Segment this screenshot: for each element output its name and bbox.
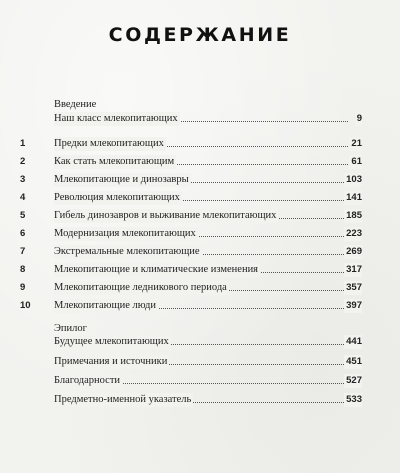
chapter-number: 3 bbox=[20, 174, 26, 185]
toc-entry-title: Будущее млекопитающих bbox=[54, 336, 169, 347]
toc-entry-page: 185 bbox=[346, 210, 362, 221]
chapter-number: 1 bbox=[20, 138, 26, 149]
epilogue-label: Эпилог bbox=[54, 323, 87, 334]
toc-entry-page: 451 bbox=[346, 356, 362, 367]
toc-entry-epilogue bbox=[0, 335, 400, 349]
chapter-number: 7 bbox=[20, 246, 26, 257]
toc-chapter-10 bbox=[0, 299, 400, 313]
chapter-number: 6 bbox=[20, 228, 26, 239]
toc-entry-title: Революция млекопитающих bbox=[54, 192, 180, 203]
page-title: СОДЕРЖАНИЕ bbox=[108, 24, 292, 46]
toc-chapter-8 bbox=[0, 263, 400, 277]
toc-chapter-9 bbox=[0, 281, 400, 295]
toc-entry-title: Как стать млекопитающим bbox=[54, 156, 175, 167]
toc-entry-page: 9 bbox=[356, 113, 362, 124]
toc-entry-acknowledgements bbox=[0, 374, 400, 388]
chapter-number: 5 bbox=[20, 210, 26, 221]
toc-entry-title: Предки млекопитающих bbox=[54, 138, 164, 149]
toc-chapter-7 bbox=[0, 245, 400, 259]
toc-entry-page: 357 bbox=[346, 282, 362, 293]
toc-entry-title: Млекопитающие и динозавры bbox=[54, 174, 189, 185]
toc-entry-page: 61 bbox=[351, 156, 362, 167]
toc-entry-title: Благодарности bbox=[54, 375, 121, 386]
chapter-number: 8 bbox=[20, 264, 26, 275]
chapter-number: 10 bbox=[20, 300, 31, 311]
toc-entry-title: Наш класс млекопитающих bbox=[54, 113, 178, 124]
toc-entry-title: Примечания и источники bbox=[54, 356, 168, 367]
toc-chapter-2 bbox=[0, 155, 400, 169]
chapter-number: 4 bbox=[20, 192, 26, 203]
toc-chapter-6 bbox=[0, 227, 400, 241]
toc-entry-page: 269 bbox=[346, 246, 362, 257]
toc-entry-title: Млекопитающие и климатические изменения bbox=[54, 264, 259, 275]
toc-entry-title: Млекопитающие ледникового периода bbox=[54, 282, 227, 293]
toc-entry-page: 103 bbox=[346, 174, 362, 185]
toc-entry-index bbox=[0, 393, 400, 407]
toc-entry-title: Млекопитающие люди bbox=[54, 300, 157, 311]
toc-chapter-5 bbox=[0, 209, 400, 223]
toc-entry-title: Модернизация млекопитающих bbox=[54, 228, 196, 239]
toc-entry-page: 223 bbox=[346, 228, 362, 239]
toc-entry-intro bbox=[0, 112, 400, 126]
toc-entry-title: Экстремальные млекопитающие bbox=[54, 246, 200, 257]
chapter-number: 2 bbox=[20, 156, 26, 167]
intro-label: Введение bbox=[54, 99, 97, 110]
toc-entry-page: 21 bbox=[351, 138, 362, 149]
toc-entry-page: 527 bbox=[346, 375, 362, 386]
toc-entry-notes bbox=[0, 355, 400, 369]
toc-chapter-1 bbox=[0, 137, 400, 151]
toc-entry-page: 441 bbox=[346, 336, 362, 347]
toc-entry-page: 397 bbox=[346, 300, 362, 311]
toc-entry-title: Предметно-именной указатель bbox=[54, 394, 192, 405]
toc-entry-page: 317 bbox=[346, 264, 362, 275]
toc-entry-title: Гибель динозавров и выживание млекопитающих bbox=[54, 210, 277, 221]
toc-chapter-3 bbox=[0, 173, 400, 187]
chapter-number: 9 bbox=[20, 282, 26, 293]
toc-chapter-4 bbox=[0, 191, 400, 205]
toc-entry-page: 141 bbox=[346, 192, 362, 203]
toc-entry-page: 533 bbox=[346, 394, 362, 405]
